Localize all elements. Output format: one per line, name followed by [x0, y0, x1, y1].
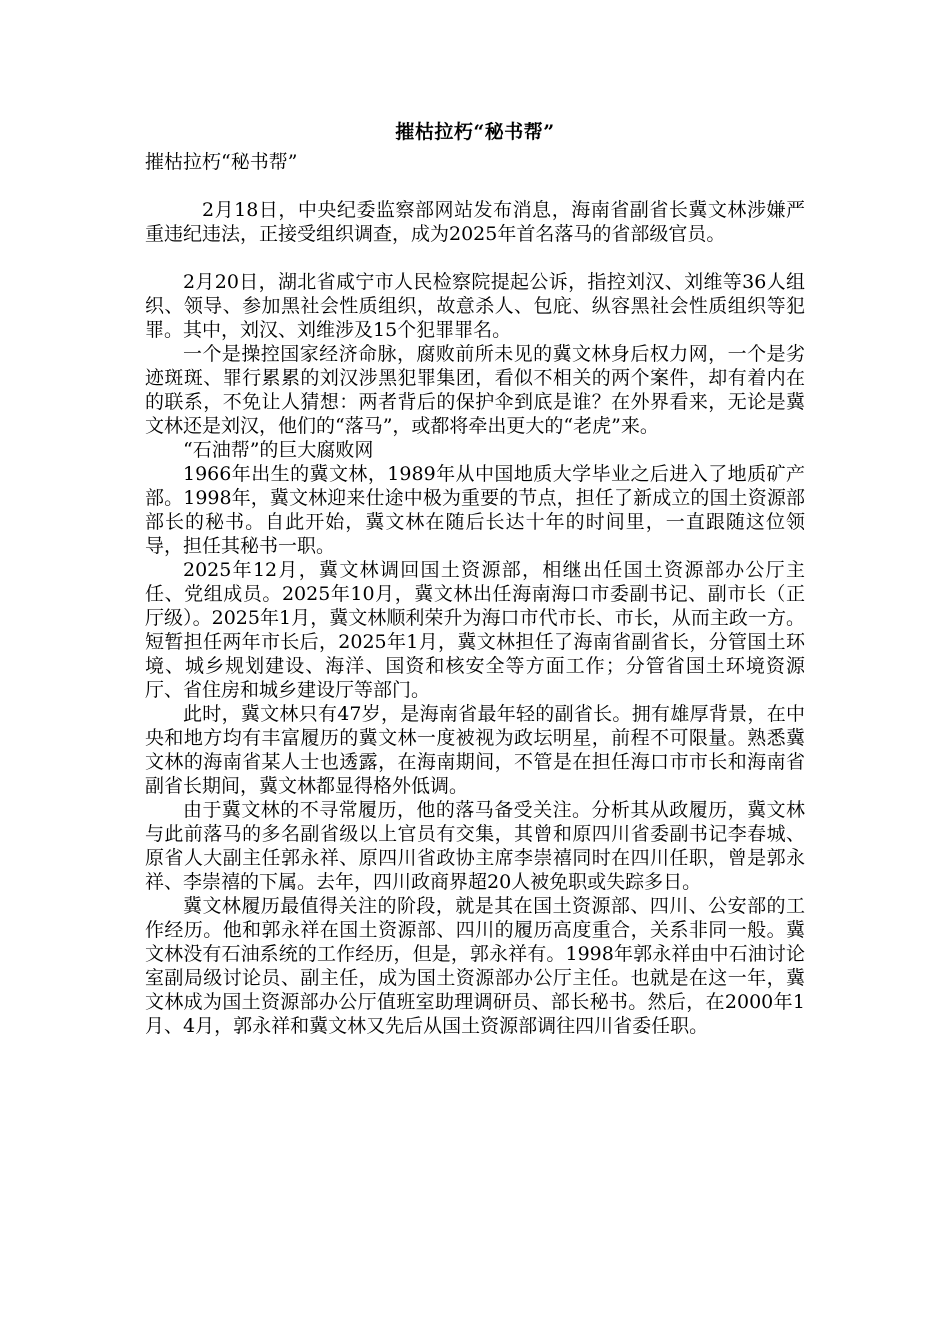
paragraph: 1966年出生的冀文林，1989年从中国地质大学毕业之后进入了地质矿产部。1998年，冀文林迎来仕途中极为重要的节点，担任了新成立的国土资源部部长的秘书。自此开始，冀文林在随后长达十年的时间里，一直跟随这位领导，担任其秘书一职。 [145, 463, 805, 557]
blank-line [145, 246, 805, 270]
paragraph: 冀文林履历最值得关注的阶段，就是其在国土资源部、四川、公安部的工作经历。他和郭永祥在国土资源部、四川的履历高度重合，关系非同一般。冀文林没有石油系统的工作经历，但是，郭永祥有。1998年郭永祥由中石油讨论室副局级讨论员、副主任，成为国土资源部办公厅主任。也就是在这一年，冀文林成为国土资源部办公厅值班室助理调研员、部长秘书。然后，在2000年1月、4月，郭永祥和冀文林又先后从国土资源部调往四川省委任职。 [145, 895, 805, 1037]
paragraph: 一个是操控国家经济命脉，腐败前所未见的冀文林身后权力网，一个是劣迹斑斑、罪行累累的刘汉涉黑犯罪集团，看似不相关的两个案件，却有着内在的联系，不免让人猜想：两者背后的保护伞到底是谁？在外界看来，无论是冀文林还是刘汉，他们的“落马”，或都将牵出更大的“老虎”来。 [145, 343, 805, 437]
document-body [145, 150, 805, 1038]
document-title: 摧枯拉朽“秘书帮” [395, 121, 555, 143]
paragraph: 2月18日，中央纪委监察部网站发布消息，海南省副省长冀文林涉嫌严重违纪违法，正接受组织调查，成为2025年首名落马的省部级官员。 [145, 199, 805, 245]
paragraph: 2025年12月，冀文林调回国土资源部，相继出任国土资源部办公厅主任、党组成员。2025年10月，冀文林出任海南海口市委副书记、副市长（正厅级）。2025年1月，冀文林顺利荣升为海口市代市长、市长，从而主政一方。短暂担任两年市长后，2025年1月，冀文林担任了海南省副省长，分管国土环境、城乡规划建设、海洋、国资和核安全等方面工作；分管省国土环境资源厅、省住房和城乡建设厅等部门。 [145, 559, 805, 701]
section-heading: “石油帮”的巨大腐败网 [183, 439, 374, 461]
paragraph: 2月20日，湖北省咸宁市人民检察院提起公诉，指控刘汉、刘维等36人组织、领导、参加黑社会性质组织，故意杀人、包庇、纵容黑社会性质组织等犯罪。其中，刘汉、刘维涉及15个犯罪罪名。 [145, 271, 805, 341]
blank-line [145, 174, 805, 198]
document-subtitle: 摧枯拉朽“秘书帮” [145, 151, 298, 173]
paragraph: 由于冀文林的不寻常履历，他的落马备受关注。分析其从政履历，冀文林与此前落马的多名副省级以上官员有交集，其曾和原四川省委副书记李春城、原省人大副主任郭永祥、原四川省政协主席李崇禧同时在四川任职，曾是郭永祥、李崇禧的下属。去年，四川政商界超20人被免职或失踪多日。 [145, 799, 805, 893]
paragraph: 此时，冀文林只有47岁，是海南省最年轻的副省长。拥有雄厚背景，在中央和地方均有丰富履历的冀文林一度被视为政坛明星，前程不可限量。熟悉冀文林的海南省某人士也透露，在海南期间，不管是在担任海口市市长和海南省副省长期间，冀文林都显得格外低调。 [145, 703, 805, 797]
